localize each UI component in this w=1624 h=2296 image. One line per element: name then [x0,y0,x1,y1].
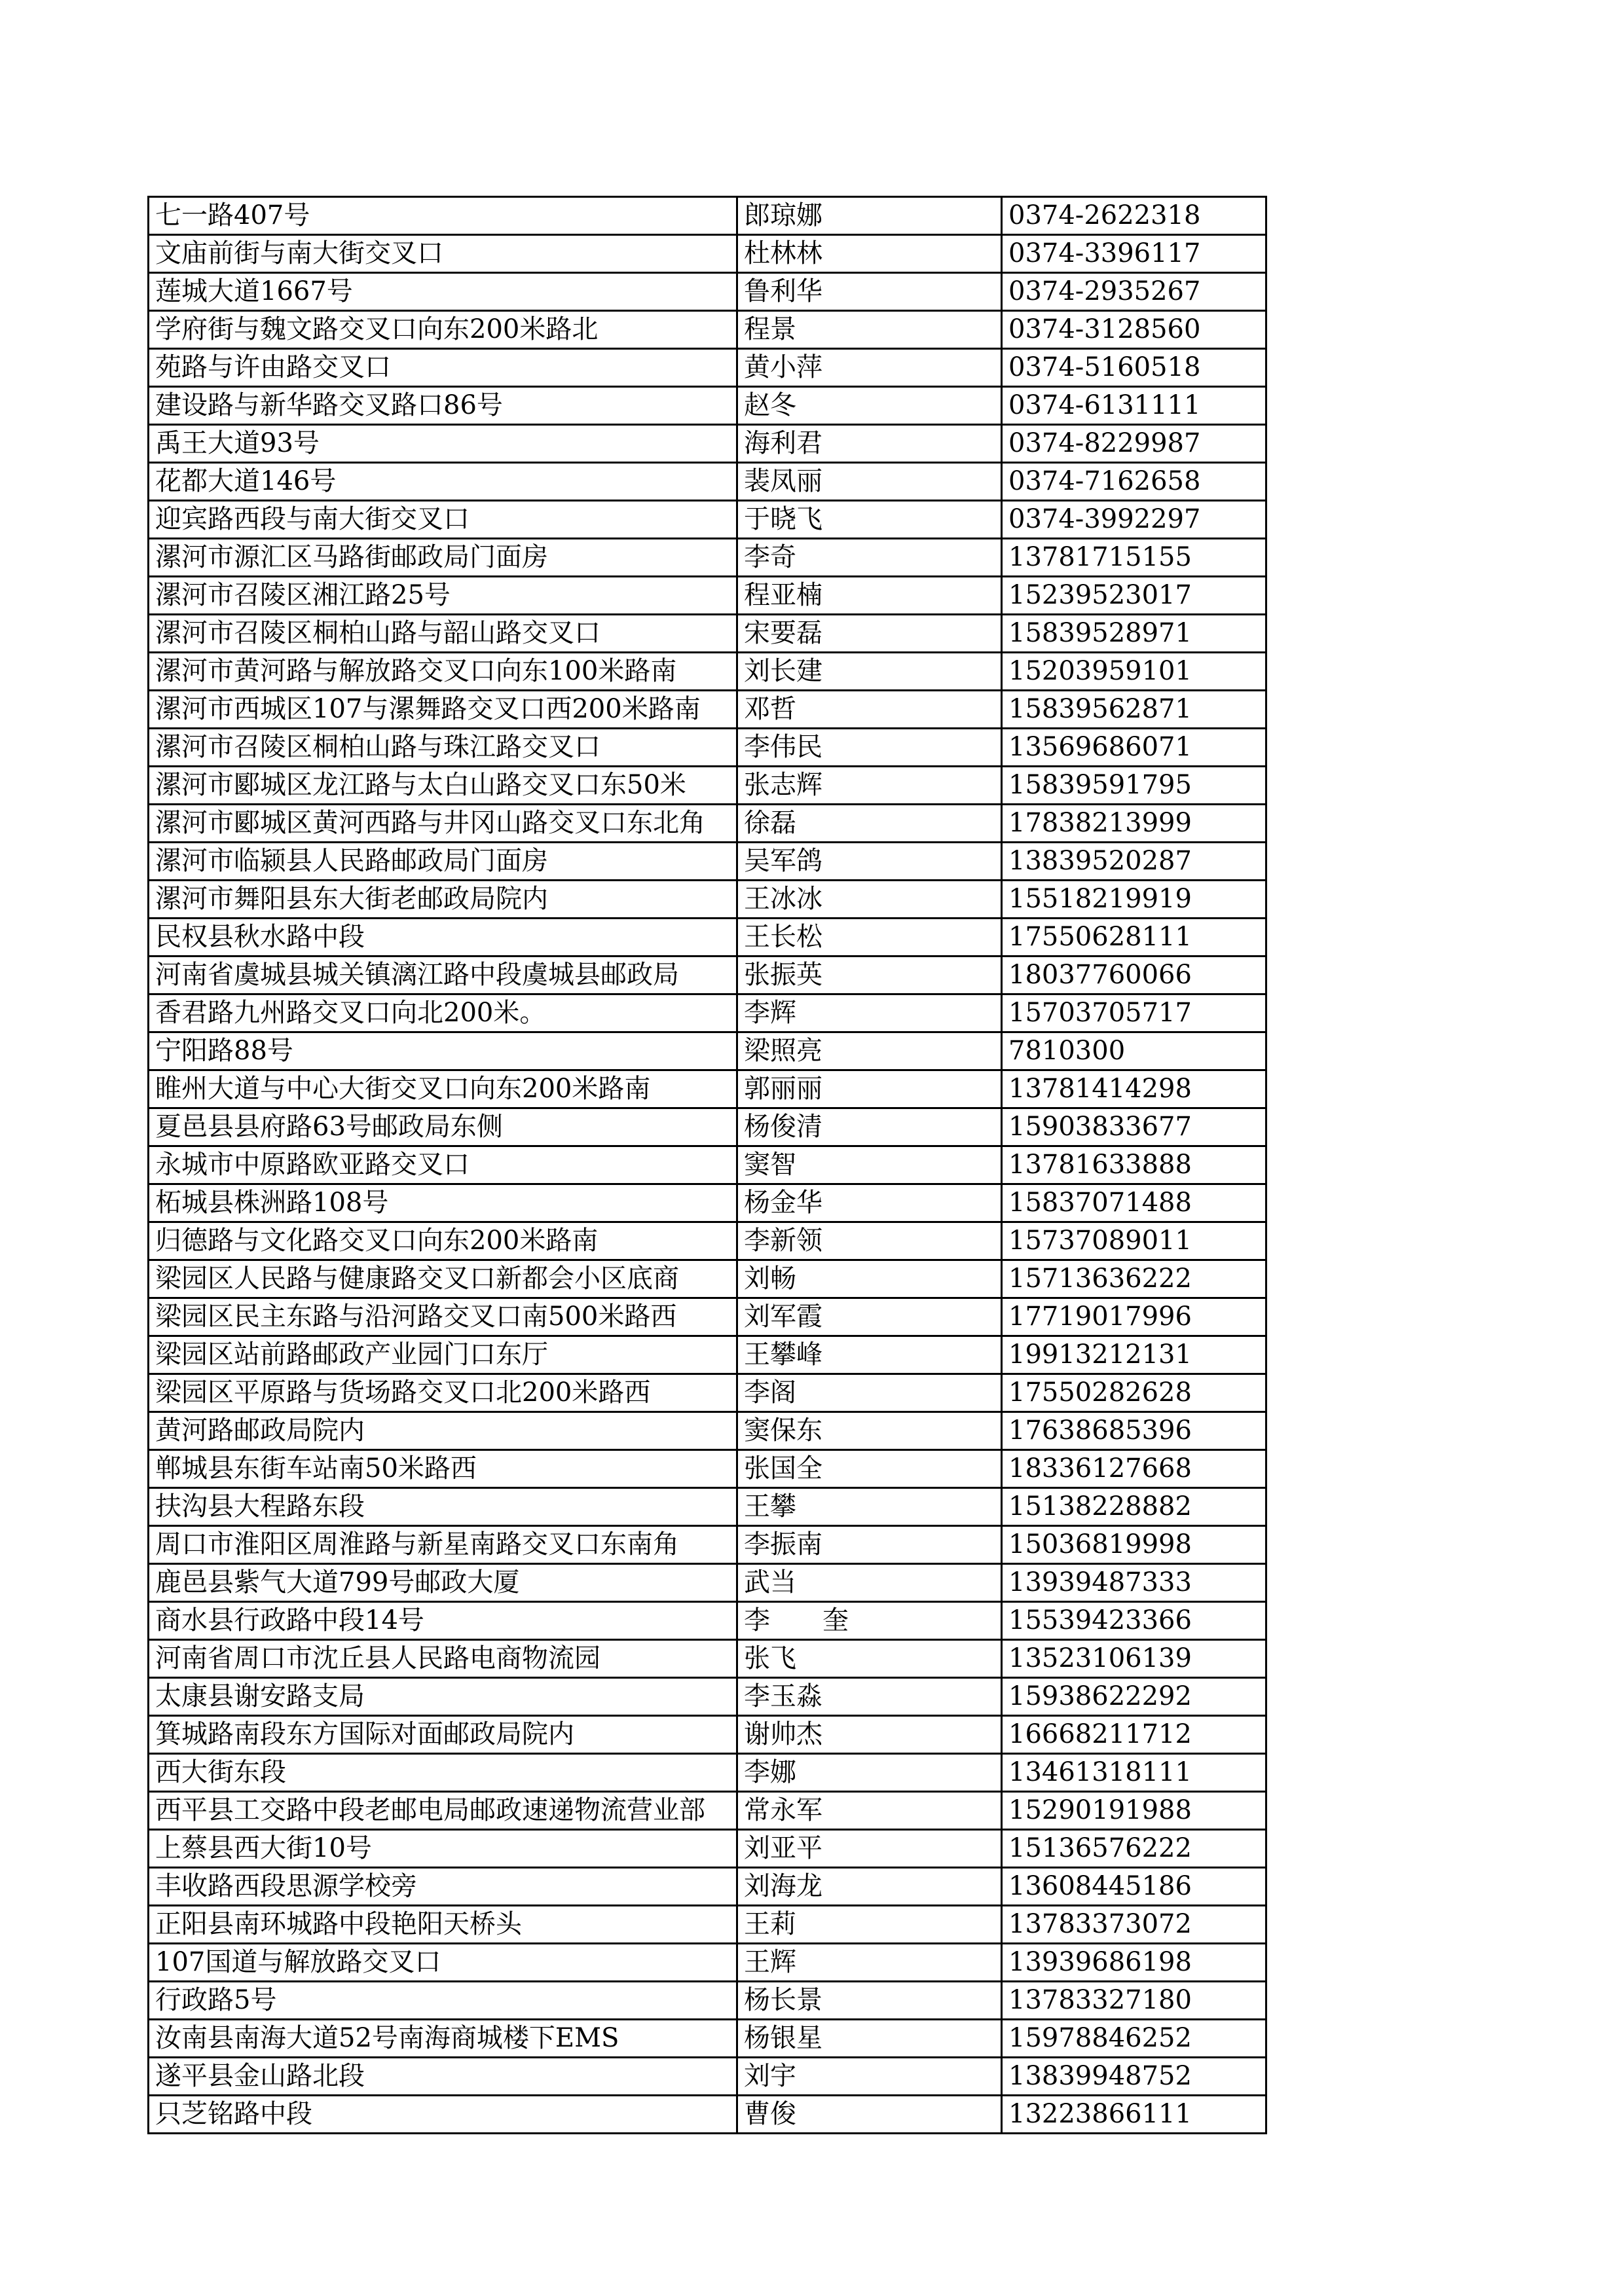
address-cell: 河南省虞城县城关镇漓江路中段虞城县邮政局 [149,957,737,994]
phone-cell: 13569686071 [1002,729,1266,767]
contact-name-cell: 杜林林 [737,235,1002,273]
phone-cell: 0374-3396117 [1002,235,1266,273]
contact-name-cell: 徐磊 [737,805,1002,843]
phone-cell: 13781414298 [1002,1070,1266,1108]
table-row [149,1792,1266,1830]
table-row [149,1374,1266,1412]
address-cell: 归德路与文化路交叉口向东200米路南 [149,1222,737,1260]
contact-name-cell: 李伟民 [737,729,1002,767]
address-cell: 漯河市西城区107与漯舞路交叉口西200米路南 [149,691,737,729]
contact-name-cell: 李玉淼 [737,1678,1002,1716]
phone-cell: 15539423366 [1002,1602,1266,1640]
phone-cell: 18336127668 [1002,1450,1266,1488]
table-row [149,425,1266,463]
address-cell: 香君路九州路交叉口向北200米。 [149,994,737,1032]
contact-name-cell: 郭丽丽 [737,1070,1002,1108]
table-row [149,1070,1266,1108]
table-row [149,539,1266,577]
address-cell: 建设路与新华路交叉路口86号 [149,387,737,425]
contact-name-cell: 于晓飞 [737,501,1002,539]
contact-name-cell: 刘畅 [737,1260,1002,1298]
address-cell: 禹王大道93号 [149,425,737,463]
table-row [149,1564,1266,1602]
table-row [149,1526,1266,1564]
table-row [149,653,1266,691]
table-row [149,691,1266,729]
contact-name-cell: 李阁 [737,1374,1002,1412]
phone-cell: 0374-6131111 [1002,387,1266,425]
address-cell: 花都大道146号 [149,463,737,501]
address-cell: 漯河市郾城区龙江路与太白山路交叉口东50米 [149,767,737,805]
contact-name-cell: 王冰冰 [737,881,1002,919]
address-cell: 汝南县南海大道52号南海商城楼下EMS [149,2020,737,2058]
phone-cell: 15978846252 [1002,2020,1266,2058]
table-row [149,1488,1266,1526]
contact-name-cell: 窦智 [737,1146,1002,1184]
address-cell: 宁阳路88号 [149,1032,737,1070]
table-row [149,1830,1266,1868]
contact-name-cell: 宋要磊 [737,615,1002,653]
table-row [149,957,1266,994]
address-cell: 漯河市黄河路与解放路交叉口向东100米路南 [149,653,737,691]
address-cell: 漯河市舞阳县东大街老邮政局院内 [149,881,737,919]
address-cell: 漯河市召陵区桐柏山路与珠江路交叉口 [149,729,737,767]
address-cell: 苑路与许由路交叉口 [149,349,737,387]
address-cell: 鹿邑县紫气大道799号邮政大厦 [149,1564,737,1602]
contact-name-cell: 王攀 [737,1488,1002,1526]
address-cell: 太康县谢安路支局 [149,1678,737,1716]
address-cell: 漯河市源汇区马路街邮政局门面房 [149,539,737,577]
contact-name-cell: 杨银星 [737,2020,1002,2058]
contact-name-cell: 曹俊 [737,2096,1002,2134]
table-row [149,1260,1266,1298]
contact-name-cell: 程亚楠 [737,577,1002,615]
phone-cell: 13781633888 [1002,1146,1266,1184]
phone-cell: 15518219919 [1002,881,1266,919]
phone-cell: 15036819998 [1002,1526,1266,1564]
table-row [149,1982,1266,2020]
phone-cell: 0374-2935267 [1002,273,1266,311]
phone-cell: 18037760066 [1002,957,1266,994]
phone-cell: 15203959101 [1002,653,1266,691]
address-cell: 漯河市临颍县人民路邮政局门面房 [149,843,737,881]
contact-name-cell: 程景 [737,311,1002,349]
contact-name-cell: 黄小萍 [737,349,1002,387]
contact-name-cell: 张振英 [737,957,1002,994]
phone-cell: 15713636222 [1002,1260,1266,1298]
phone-cell: 15703705717 [1002,994,1266,1032]
table-row [149,2096,1266,2134]
address-cell: 漯河市召陵区桐柏山路与韶山路交叉口 [149,615,737,653]
address-cell: 商水县行政路中段14号 [149,1602,737,1640]
phone-cell: 13523106139 [1002,1640,1266,1678]
contact-name-cell: 王长松 [737,919,1002,957]
address-cell: 河南省周口市沈丘县人民路电商物流园 [149,1640,737,1678]
address-cell: 漯河市召陵区湘江路25号 [149,577,737,615]
table-row [149,843,1266,881]
phone-cell: 13939487333 [1002,1564,1266,1602]
table-row [149,1032,1266,1070]
phone-cell: 13223866111 [1002,2096,1266,2134]
table-row [149,994,1266,1032]
phone-cell: 17838213999 [1002,805,1266,843]
contact-table [147,196,1267,2134]
phone-cell: 15136576222 [1002,1830,1266,1868]
phone-cell: 13781715155 [1002,539,1266,577]
table-row [149,349,1266,387]
contact-name-cell: 刘军霞 [737,1298,1002,1336]
contact-table-body [149,197,1266,2134]
contact-name-cell: 张飞 [737,1640,1002,1678]
address-cell: 漯河市郾城区黄河西路与井冈山路交叉口东北角 [149,805,737,843]
table-row [149,729,1266,767]
address-cell: 睢州大道与中心大街交叉口向东200米路南 [149,1070,737,1108]
contact-name-cell: 杨俊清 [737,1108,1002,1146]
phone-cell: 0374-5160518 [1002,349,1266,387]
contact-name-cell: 李 奎 [737,1602,1002,1640]
table-row [149,197,1266,235]
table-row [149,1868,1266,1906]
contact-name-cell: 李新领 [737,1222,1002,1260]
contact-name-cell: 武当 [737,1564,1002,1602]
table-row [149,501,1266,539]
contact-name-cell: 邓哲 [737,691,1002,729]
phone-cell: 16668211712 [1002,1716,1266,1754]
table-row [149,1222,1266,1260]
contact-name-cell: 吴军鸽 [737,843,1002,881]
phone-cell: 15839591795 [1002,767,1266,805]
phone-cell: 0374-3128560 [1002,311,1266,349]
address-cell: 梁园区站前路邮政产业园门口东厅 [149,1336,737,1374]
contact-name-cell: 李振南 [737,1526,1002,1564]
contact-name-cell: 刘长建 [737,653,1002,691]
phone-cell: 13608445186 [1002,1868,1266,1906]
phone-cell: 15290191988 [1002,1792,1266,1830]
table-row [149,1184,1266,1222]
address-cell: 民权县秋水路中段 [149,919,737,957]
contact-name-cell: 谢帅杰 [737,1716,1002,1754]
table-row [149,1336,1266,1374]
contact-name-cell: 王莉 [737,1906,1002,1944]
address-cell: 西平县工交路中段老邮电局邮政速递物流营业部 [149,1792,737,1830]
phone-cell: 15138228882 [1002,1488,1266,1526]
contact-name-cell: 杨金华 [737,1184,1002,1222]
phone-cell: 0374-7162658 [1002,463,1266,501]
phone-cell: 0374-3992297 [1002,501,1266,539]
address-cell: 上蔡县西大街10号 [149,1830,737,1868]
address-cell: 梁园区人民路与健康路交叉口新都会小区底商 [149,1260,737,1298]
address-cell: 柘城县株洲路108号 [149,1184,737,1222]
contact-name-cell: 杨长景 [737,1982,1002,2020]
contact-name-cell: 常永军 [737,1792,1002,1830]
contact-name-cell: 王攀峰 [737,1336,1002,1374]
table-row [149,615,1266,653]
contact-name-cell: 张国全 [737,1450,1002,1488]
table-row [149,235,1266,273]
contact-name-cell: 李奇 [737,539,1002,577]
phone-cell: 15239523017 [1002,577,1266,615]
table-row [149,311,1266,349]
phone-cell: 13839520287 [1002,843,1266,881]
table-row [149,463,1266,501]
address-cell: 行政路5号 [149,1982,737,2020]
phone-cell: 15737089011 [1002,1222,1266,1260]
table-row [149,1906,1266,1944]
address-cell: 郸城县东街车站南50米路西 [149,1450,737,1488]
address-cell: 夏邑县县府路63号邮政局东侧 [149,1108,737,1146]
address-cell: 周口市淮阳区周淮路与新星南路交叉口东南角 [149,1526,737,1564]
phone-cell: 15839528971 [1002,615,1266,653]
address-cell: 只芝铭路中段 [149,2096,737,2134]
address-cell: 西大街东段 [149,1754,737,1792]
phone-cell: 15839562871 [1002,691,1266,729]
phone-cell: 15938622292 [1002,1678,1266,1716]
phone-cell: 13783373072 [1002,1906,1266,1944]
table-row [149,1450,1266,1488]
address-cell: 学府街与魏文路交叉口向东200米路北 [149,311,737,349]
phone-cell: 17550282628 [1002,1374,1266,1412]
contact-name-cell: 鲁利华 [737,273,1002,311]
phone-cell: 7810300 [1002,1032,1266,1070]
contact-name-cell: 张志辉 [737,767,1002,805]
table-row [149,273,1266,311]
table-row [149,1716,1266,1754]
table-row [149,1640,1266,1678]
table-row [149,2020,1266,2058]
contact-name-cell: 郎琼娜 [737,197,1002,235]
table-row [149,919,1266,957]
phone-cell: 17719017996 [1002,1298,1266,1336]
address-cell: 七一路407号 [149,197,737,235]
address-cell: 梁园区平原路与货场路交叉口北200米路西 [149,1374,737,1412]
table-row [149,1298,1266,1336]
phone-cell: 15903833677 [1002,1108,1266,1146]
table-row [149,1944,1266,1982]
table-row [149,1108,1266,1146]
contact-name-cell: 刘海龙 [737,1868,1002,1906]
address-cell: 文庙前街与南大街交叉口 [149,235,737,273]
address-cell: 箕城路南段东方国际对面邮政局院内 [149,1716,737,1754]
address-cell: 遂平县金山路北段 [149,2058,737,2096]
table-row [149,767,1266,805]
phone-cell: 0374-2622318 [1002,197,1266,235]
address-cell: 107国道与解放路交叉口 [149,1944,737,1982]
table-row [149,881,1266,919]
address-cell: 迎宾路西段与南大街交叉口 [149,501,737,539]
table-row [149,805,1266,843]
table-row [149,1602,1266,1640]
contact-name-cell: 裴凤丽 [737,463,1002,501]
phone-cell: 13939686198 [1002,1944,1266,1982]
phone-cell: 0374-8229987 [1002,425,1266,463]
address-cell: 梁园区民主东路与沿河路交叉口南500米路西 [149,1298,737,1336]
phone-cell: 17550628111 [1002,919,1266,957]
address-cell: 扶沟县大程路东段 [149,1488,737,1526]
contact-name-cell: 赵冬 [737,387,1002,425]
phone-cell: 13461318111 [1002,1754,1266,1792]
phone-cell: 13783327180 [1002,1982,1266,2020]
address-cell: 黄河路邮政局院内 [149,1412,737,1450]
phone-cell: 19913212131 [1002,1336,1266,1374]
phone-cell: 13839948752 [1002,2058,1266,2096]
table-row [149,1754,1266,1792]
contact-name-cell: 李辉 [737,994,1002,1032]
contact-name-cell: 刘亚平 [737,1830,1002,1868]
phone-cell: 17638685396 [1002,1412,1266,1450]
contact-name-cell: 王辉 [737,1944,1002,1982]
address-cell: 丰收路西段思源学校旁 [149,1868,737,1906]
contact-name-cell: 刘宇 [737,2058,1002,2096]
contact-name-cell: 李娜 [737,1754,1002,1792]
address-cell: 正阳县南环城路中段艳阳天桥头 [149,1906,737,1944]
table-row [149,1146,1266,1184]
table-row [149,577,1266,615]
table-row [149,2058,1266,2096]
address-cell: 莲城大道1667号 [149,273,737,311]
table-row [149,1412,1266,1450]
table-row [149,387,1266,425]
contact-name-cell: 梁照亮 [737,1032,1002,1070]
contact-name-cell: 海利君 [737,425,1002,463]
contact-name-cell: 窦保东 [737,1412,1002,1450]
address-cell: 永城市中原路欧亚路交叉口 [149,1146,737,1184]
table-row [149,1678,1266,1716]
phone-cell: 15837071488 [1002,1184,1266,1222]
